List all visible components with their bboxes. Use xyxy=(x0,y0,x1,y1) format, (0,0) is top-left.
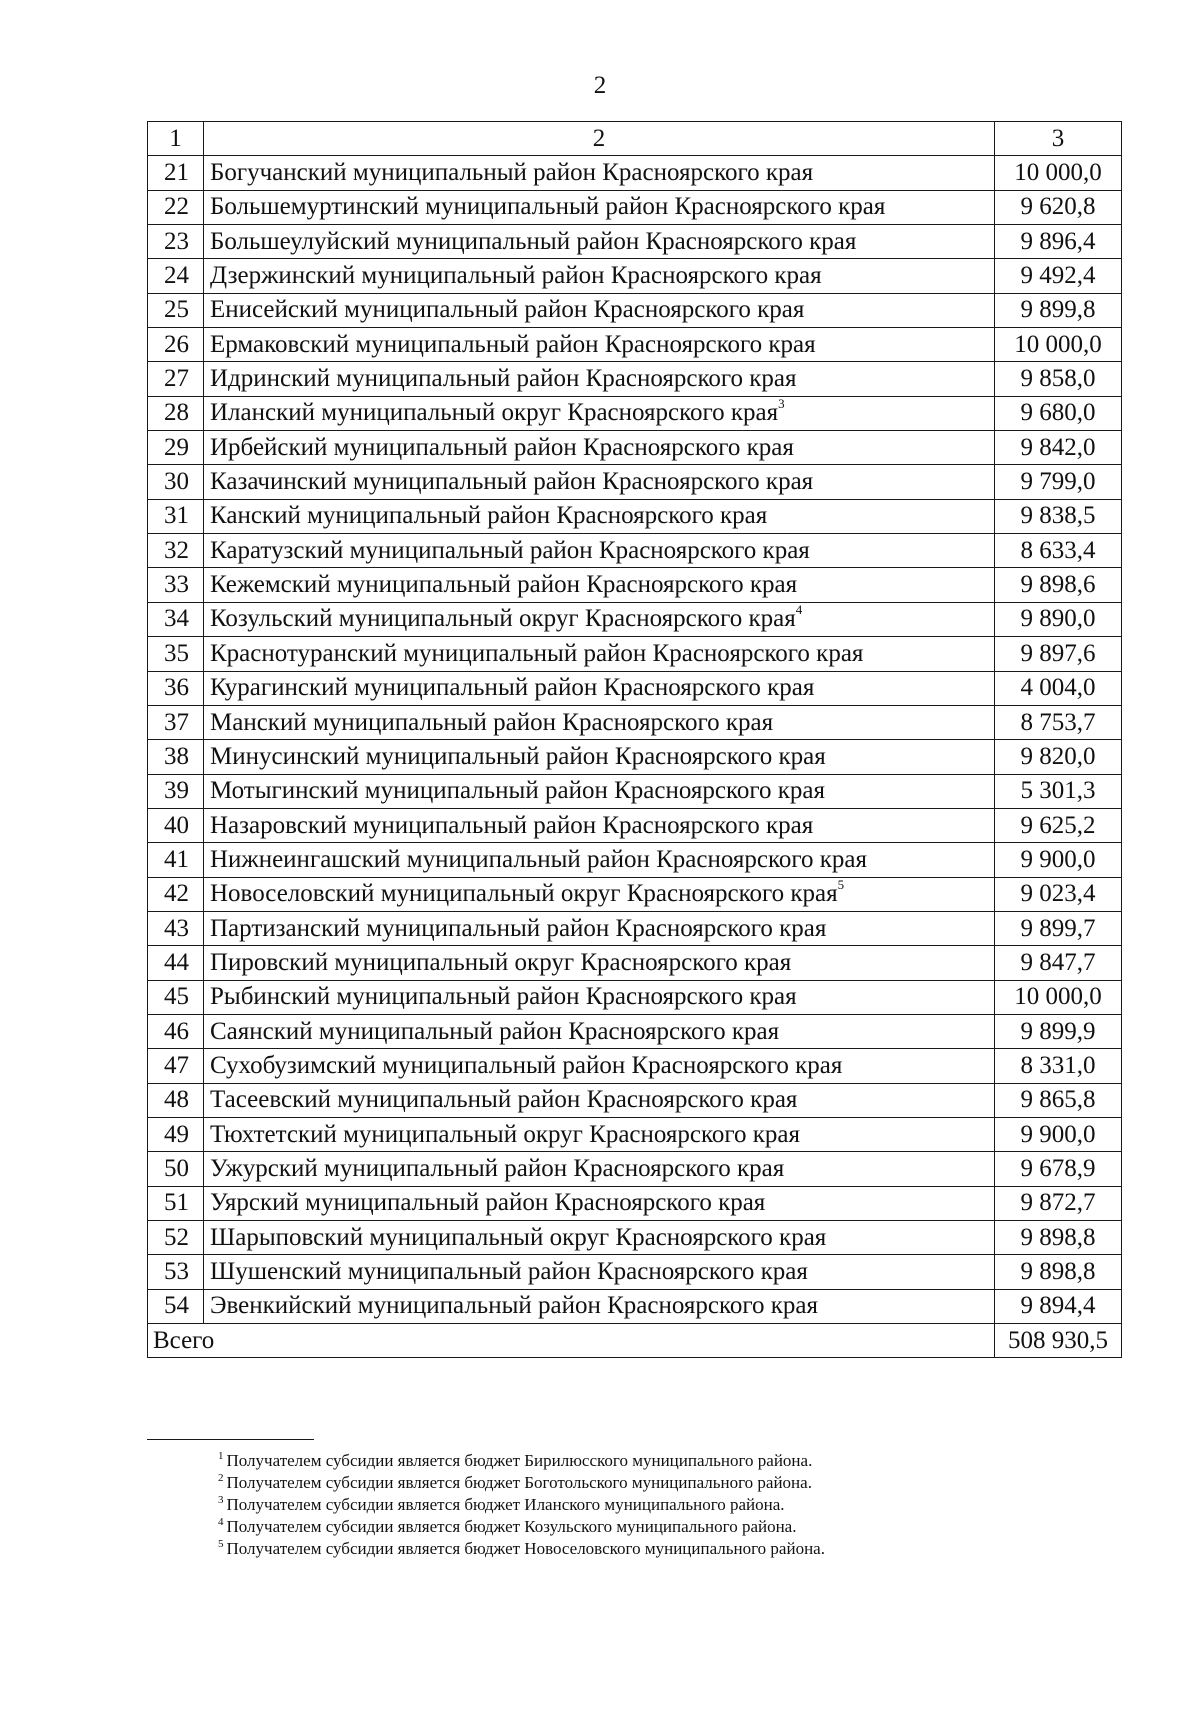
amount-cell: 9 898,6 xyxy=(995,568,1122,602)
table-row xyxy=(148,602,1122,636)
municipality-name-cell xyxy=(204,740,995,774)
municipality-name: Кежемский муниципальный район Красноярского края xyxy=(210,571,798,599)
municipality-name-cell xyxy=(204,877,995,911)
total-row xyxy=(148,1324,1122,1358)
row-number: 54 xyxy=(148,1289,204,1323)
municipality-name: Курагинский муниципальный район Красноярского края xyxy=(210,674,815,702)
footnote-text: Получателем субсидии является бюджет Козульского муниципального района. xyxy=(226,1517,797,1536)
municipality-name: Казачинский муниципальный район Красноярского края xyxy=(210,468,814,496)
amount-cell: 10 000,0 xyxy=(995,328,1122,362)
table-row xyxy=(148,1152,1122,1186)
municipality-name: Каратузский муниципальный район Красноярского края xyxy=(210,536,810,564)
municipality-name-cell xyxy=(204,705,995,739)
row-number: 32 xyxy=(148,534,204,568)
amount-cell: 9 620,8 xyxy=(995,190,1122,224)
municipality-name-cell xyxy=(204,1049,995,1083)
amount-cell: 9 899,7 xyxy=(995,911,1122,945)
table-row xyxy=(148,1049,1122,1083)
row-number: 42 xyxy=(148,877,204,911)
municipality-name-cell xyxy=(204,1255,995,1289)
row-number: 25 xyxy=(148,293,204,327)
amount-cell: 9 900,0 xyxy=(995,843,1122,877)
municipality-name-cell xyxy=(204,499,995,533)
municipality-name: Идринский муниципальный район Красноярского края xyxy=(210,365,797,393)
table-row xyxy=(148,534,1122,568)
amount-cell: 9 896,4 xyxy=(995,225,1122,259)
municipality-name-cell xyxy=(204,808,995,842)
row-number: 53 xyxy=(148,1255,204,1289)
footnote-text: Получателем субсидии является бюджет Боготольского муниципального района. xyxy=(226,1473,812,1492)
municipality-name: Енисейский муниципальный район Красноярского края xyxy=(210,296,805,324)
row-number: 51 xyxy=(148,1186,204,1220)
amount-cell: 9 842,0 xyxy=(995,431,1122,465)
row-number: 36 xyxy=(148,671,204,705)
municipality-name-cell xyxy=(204,1221,995,1255)
municipality-name-cell xyxy=(204,431,995,465)
footnote-mark: 4 xyxy=(218,1516,224,1528)
municipality-name: Шушенский муниципальный район Красноярского края xyxy=(210,1258,808,1286)
page-number: 2 xyxy=(593,72,607,99)
table-row xyxy=(148,946,1122,980)
table-header-row xyxy=(148,122,1122,156)
row-number: 52 xyxy=(148,1221,204,1255)
footnotes xyxy=(218,1450,825,1560)
table-row xyxy=(148,1255,1122,1289)
row-number: 33 xyxy=(148,568,204,602)
row-number: 44 xyxy=(148,946,204,980)
row-number: 45 xyxy=(148,980,204,1014)
footnote-separator xyxy=(147,1439,314,1440)
header-col-2: 2 xyxy=(204,122,995,156)
row-number: 38 xyxy=(148,740,204,774)
table-row xyxy=(148,1083,1122,1117)
table-row xyxy=(148,705,1122,739)
municipality-name: Уярский муниципальный район Красноярского края xyxy=(210,1189,766,1217)
municipality-name-cell xyxy=(204,190,995,224)
municipality-name-cell xyxy=(204,293,995,327)
municipality-name: Большеулуйский муниципальный район Красноярского края xyxy=(210,227,857,255)
row-number: 21 xyxy=(148,156,204,190)
municipality-name-cell xyxy=(204,1186,995,1220)
table-row xyxy=(148,259,1122,293)
amount-cell: 9 897,6 xyxy=(995,637,1122,671)
table-row xyxy=(148,293,1122,327)
amount-cell: 10 000,0 xyxy=(995,980,1122,1014)
municipality-name-cell xyxy=(204,259,995,293)
subsidy-table xyxy=(147,121,1122,1358)
footnote-ref: 4 xyxy=(795,602,803,618)
municipality-name: Ужурский муниципальный район Красноярского края xyxy=(210,1154,785,1182)
municipality-name: Манский муниципальный район Красноярского края xyxy=(210,708,774,736)
row-number: 43 xyxy=(148,911,204,945)
amount-cell: 8 753,7 xyxy=(995,705,1122,739)
row-number: 37 xyxy=(148,705,204,739)
amount-cell: 9 847,7 xyxy=(995,946,1122,980)
municipality-name: Нижнеингашский муниципальный район Красноярского края xyxy=(210,845,867,873)
footnote xyxy=(218,1472,825,1494)
municipality-name: Козульский муниципальный округ Красноярского края xyxy=(210,605,796,633)
municipality-name-cell xyxy=(204,1083,995,1117)
municipality-name: Дзержинский муниципальный район Красноярского края xyxy=(210,262,822,290)
amount-cell: 9 899,8 xyxy=(995,293,1122,327)
municipality-name-cell xyxy=(204,1014,995,1048)
municipality-name-cell xyxy=(204,774,995,808)
table-row xyxy=(148,843,1122,877)
table-row xyxy=(148,671,1122,705)
amount-cell: 9 898,8 xyxy=(995,1255,1122,1289)
municipality-name-cell xyxy=(204,568,995,602)
row-number: 29 xyxy=(148,431,204,465)
municipality-name-cell xyxy=(204,465,995,499)
amount-cell: 9 898,8 xyxy=(995,1221,1122,1255)
table-row xyxy=(148,1117,1122,1151)
municipality-name: Пировский муниципальный округ Красноярского края xyxy=(210,948,792,976)
municipality-name: Ирбейский муниципальный район Красноярского края xyxy=(210,433,794,461)
header-col-3: 3 xyxy=(995,122,1122,156)
row-number: 27 xyxy=(148,362,204,396)
amount-cell: 9 023,4 xyxy=(995,877,1122,911)
amount-cell: 9 820,0 xyxy=(995,740,1122,774)
municipality-name-cell xyxy=(204,911,995,945)
amount-cell: 9 894,4 xyxy=(995,1289,1122,1323)
table-row xyxy=(148,637,1122,671)
amount-cell: 8 633,4 xyxy=(995,534,1122,568)
row-number: 30 xyxy=(148,465,204,499)
municipality-name-cell xyxy=(204,328,995,362)
footnote xyxy=(218,1450,825,1472)
municipality-name: Богучанский муниципальный район Красноярского края xyxy=(210,159,814,187)
row-number: 47 xyxy=(148,1049,204,1083)
municipality-name: Минусинский муниципальный район Красноярского края xyxy=(210,742,826,770)
table-row xyxy=(148,328,1122,362)
municipality-name-cell xyxy=(204,534,995,568)
footnote-text: Получателем субсидии является бюджет Новоселовского муниципального района. xyxy=(226,1539,825,1558)
row-number: 24 xyxy=(148,259,204,293)
amount-cell: 9 890,0 xyxy=(995,602,1122,636)
municipality-name-cell xyxy=(204,1117,995,1151)
amount-cell: 9 799,0 xyxy=(995,465,1122,499)
table-row xyxy=(148,808,1122,842)
row-number: 50 xyxy=(148,1152,204,1186)
row-number: 31 xyxy=(148,499,204,533)
footnote-mark: 2 xyxy=(218,1472,224,1484)
table-row xyxy=(148,774,1122,808)
municipality-name: Большемуртинский муниципальный район Красноярского края xyxy=(210,193,886,221)
table-row xyxy=(148,980,1122,1014)
amount-cell: 9 858,0 xyxy=(995,362,1122,396)
table-row xyxy=(148,740,1122,774)
table-row xyxy=(148,190,1122,224)
footnote-mark: 5 xyxy=(218,1538,224,1550)
amount-cell: 9 872,7 xyxy=(995,1186,1122,1220)
row-number: 35 xyxy=(148,637,204,671)
table-row xyxy=(148,568,1122,602)
footnote-mark: 1 xyxy=(218,1450,224,1462)
row-number: 39 xyxy=(148,774,204,808)
amount-cell: 9 492,4 xyxy=(995,259,1122,293)
municipality-name-cell xyxy=(204,980,995,1014)
footnote-mark: 3 xyxy=(218,1494,224,1506)
municipality-name-cell xyxy=(204,602,995,636)
municipality-name-cell xyxy=(204,637,995,671)
municipality-name: Рыбинский муниципальный район Красноярского края xyxy=(210,983,797,1011)
table-row xyxy=(148,362,1122,396)
row-number: 41 xyxy=(148,843,204,877)
amount-cell: 9 678,9 xyxy=(995,1152,1122,1186)
table-row xyxy=(148,156,1122,190)
municipality-name-cell xyxy=(204,671,995,705)
amount-cell: 10 000,0 xyxy=(995,156,1122,190)
municipality-name-cell xyxy=(204,1152,995,1186)
row-number: 34 xyxy=(148,602,204,636)
footnote-text: Получателем субсидии является бюджет Бирилюсского муниципального района. xyxy=(226,1451,813,1470)
header-col-1: 1 xyxy=(148,122,204,156)
municipality-name-cell xyxy=(204,946,995,980)
amount-cell: 9 900,0 xyxy=(995,1117,1122,1151)
municipality-name: Шарыповский муниципальный округ Красноярского края xyxy=(210,1223,827,1251)
total-label: Всего xyxy=(148,1324,995,1358)
municipality-name: Партизанский муниципальный район Красноярского края xyxy=(210,914,827,942)
row-number: 49 xyxy=(148,1117,204,1151)
footnote xyxy=(218,1516,825,1538)
municipality-name-cell xyxy=(204,396,995,430)
amount-cell: 5 301,3 xyxy=(995,774,1122,808)
municipality-name-cell xyxy=(204,225,995,259)
municipality-name: Тюхтетский муниципальный округ Красноярского края xyxy=(210,1120,801,1148)
row-number: 48 xyxy=(148,1083,204,1117)
footnote xyxy=(218,1494,825,1516)
municipality-name: Тасеевский муниципальный район Красноярского края xyxy=(210,1086,798,1114)
footnote-text: Получателем субсидии является бюджет Иланского муниципального района. xyxy=(226,1495,785,1514)
municipality-name: Саянский муниципальный район Красноярского края xyxy=(210,1017,780,1045)
amount-cell: 9 680,0 xyxy=(995,396,1122,430)
row-number: 28 xyxy=(148,396,204,430)
municipality-name: Эвенкийский муниципальный район Красноярского края xyxy=(210,1292,818,1320)
row-number: 26 xyxy=(148,328,204,362)
footnote-ref: 3 xyxy=(778,396,785,412)
table-row xyxy=(148,499,1122,533)
municipality-name: Иланский муниципальный округ Красноярского края xyxy=(210,399,779,427)
table-row xyxy=(148,225,1122,259)
amount-cell: 9 865,8 xyxy=(995,1083,1122,1117)
municipality-name: Краснотуранский муниципальный район Красноярского края xyxy=(210,639,864,667)
table-row xyxy=(148,1186,1122,1220)
table-row xyxy=(148,1289,1122,1323)
amount-cell: 9 899,9 xyxy=(995,1014,1122,1048)
municipality-name-cell xyxy=(204,843,995,877)
table-row xyxy=(148,1014,1122,1048)
total-amount: 508 930,5 xyxy=(995,1324,1122,1358)
table-row xyxy=(148,877,1122,911)
row-number: 22 xyxy=(148,190,204,224)
amount-cell: 8 331,0 xyxy=(995,1049,1122,1083)
municipality-name-cell xyxy=(204,1289,995,1323)
table-row xyxy=(148,465,1122,499)
municipality-name-cell xyxy=(204,156,995,190)
amount-cell: 9 838,5 xyxy=(995,499,1122,533)
municipality-name: Новоселовский муниципальный округ Красноярского края xyxy=(210,880,838,908)
row-number: 46 xyxy=(148,1014,204,1048)
municipality-name: Сухобузимский муниципальный район Красноярского края xyxy=(210,1051,843,1079)
amount-cell: 4 004,0 xyxy=(995,671,1122,705)
row-number: 40 xyxy=(148,808,204,842)
amount-cell: 9 625,2 xyxy=(995,808,1122,842)
municipality-name: Канский муниципальный район Красноярского края xyxy=(210,502,768,530)
footnote-ref: 5 xyxy=(837,877,845,893)
municipality-name: Ермаковский муниципальный район Красноярского края xyxy=(210,330,816,358)
table-row xyxy=(148,911,1122,945)
footnote xyxy=(218,1538,825,1560)
table-row xyxy=(148,396,1122,430)
municipality-name: Назаровский муниципальный район Красноярского края xyxy=(210,811,814,839)
municipality-name: Мотыгинский муниципальный район Красноярского края xyxy=(210,777,825,805)
table-row xyxy=(148,1221,1122,1255)
row-number: 23 xyxy=(148,225,204,259)
table-row xyxy=(148,431,1122,465)
municipality-name-cell xyxy=(204,362,995,396)
